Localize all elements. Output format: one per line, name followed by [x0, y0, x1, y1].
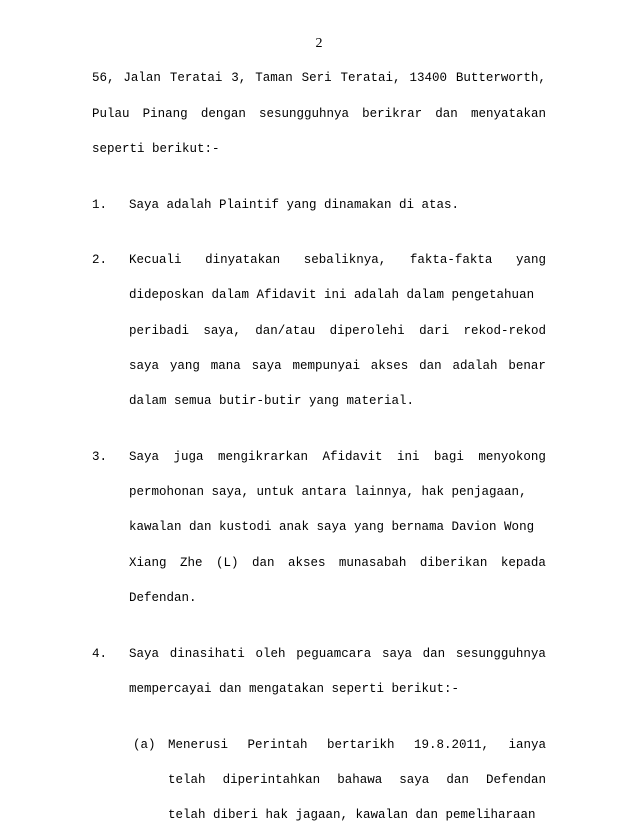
- word: munasabah: [338, 556, 407, 570]
- word: Zhe: [179, 556, 203, 570]
- word: fakta-fakta: [409, 253, 493, 267]
- para-1-number: 1.: [92, 198, 108, 212]
- word: sesungguhnya: [258, 107, 349, 121]
- word: berikrar: [362, 107, 423, 121]
- word: Kecuali: [129, 253, 182, 267]
- para-2-line-1: [129, 252, 546, 268]
- word: saya,: [203, 324, 241, 338]
- para-2-line-3: [129, 323, 546, 339]
- word: saya: [399, 773, 430, 787]
- word: Perintah: [247, 738, 308, 752]
- para-3-line-4: [129, 555, 546, 571]
- word: Menerusi: [168, 738, 229, 752]
- word: rekod-rekod: [463, 324, 546, 338]
- para-3-line-5: Defendan.: [129, 591, 197, 605]
- word: bertarikh: [326, 738, 395, 752]
- para-2-line-2: dideposkan dalam Afidavit ini adalah dalam pengetahuan: [129, 288, 535, 302]
- word: ianya: [508, 738, 546, 752]
- word: diperolehi: [329, 324, 405, 338]
- word: Xiang: [129, 556, 167, 570]
- word: diperintahkan: [222, 773, 321, 787]
- word: Afidavit: [322, 450, 383, 464]
- intro-line-3: seperti berikut:-: [92, 142, 220, 156]
- word: kepada: [500, 556, 546, 570]
- word: Butterworth,: [455, 71, 546, 85]
- para-4-line-1: [129, 646, 546, 662]
- word: yang: [515, 253, 546, 267]
- word: menyokong: [478, 450, 546, 464]
- para-3-line-1: [129, 449, 546, 465]
- word: sebaliknya,: [303, 253, 387, 267]
- word: 56,: [92, 71, 115, 85]
- word: dan: [435, 107, 458, 121]
- word: ini: [396, 450, 420, 464]
- para-2-number: 2.: [92, 253, 108, 267]
- word: saya: [251, 359, 282, 373]
- word: 13400: [409, 71, 447, 85]
- word: Taman: [255, 71, 293, 85]
- para-4-number: 4.: [92, 647, 108, 661]
- word: diberikan: [419, 556, 488, 570]
- para-4-line-2: mempercayai dan mengatakan seperti berikut:-: [129, 682, 460, 696]
- word: Pulau: [92, 107, 130, 121]
- para-1-line-1: Saya adalah Plaintif yang dinamakan di atas.: [129, 198, 460, 212]
- word: dan/atau: [255, 324, 316, 338]
- word: Jalan: [123, 71, 161, 85]
- word: peribadi: [129, 324, 190, 338]
- word: Saya: [129, 647, 160, 661]
- page-number: 2: [315, 36, 323, 51]
- word: sesungguhnya: [455, 647, 546, 661]
- word: benar: [508, 359, 546, 373]
- word: bagi: [433, 450, 464, 464]
- sub-a-line-3: telah diberi hak jagaan, kawalan dan pemeliharaan: [168, 808, 536, 822]
- word: akses: [287, 556, 326, 570]
- intro-line-2: [92, 106, 546, 122]
- word: Pinang: [142, 107, 188, 121]
- word: oleh: [255, 647, 286, 661]
- word: saya: [129, 359, 160, 373]
- para-3-line-3: kawalan dan kustodi anak saya yang bernama Davion Wong: [129, 520, 535, 534]
- word: mana: [210, 359, 241, 373]
- word: adalah: [452, 359, 498, 373]
- sub-a-label: (a): [133, 738, 156, 752]
- word: dari: [419, 324, 450, 338]
- word: menyatakan: [470, 107, 546, 121]
- word: dinyatakan: [205, 253, 281, 267]
- word: saya: [381, 647, 412, 661]
- word: bahawa: [337, 773, 383, 787]
- word: akses: [370, 359, 409, 373]
- word: (L): [215, 556, 239, 570]
- word: Seri: [301, 71, 332, 85]
- word: telah: [168, 773, 206, 787]
- word: dan: [422, 647, 446, 661]
- word: dan: [251, 556, 275, 570]
- word: yang: [169, 359, 200, 373]
- word: dengan: [200, 107, 246, 121]
- word: Defendan: [485, 773, 546, 787]
- sub-a-line-1: [168, 737, 546, 753]
- word: peguamcara: [296, 647, 372, 661]
- para-3-line-2: permohonan saya, untuk antara lainnya, hak penjagaan,: [129, 485, 527, 499]
- word: Teratai,: [340, 71, 401, 85]
- word: dan: [446, 773, 469, 787]
- word: dinasihati: [169, 647, 245, 661]
- word: mempunyai: [292, 359, 360, 373]
- para-2-line-4: [129, 358, 546, 374]
- word: mengikrarkan: [217, 450, 308, 464]
- sub-a-line-2: [168, 772, 546, 788]
- para-2-line-5: dalam semua butir-butir yang material.: [129, 394, 415, 408]
- word: 19.8.2011,: [413, 738, 489, 752]
- para-3-number: 3.: [92, 450, 108, 464]
- word: Teratai: [169, 71, 223, 85]
- word: dan: [419, 359, 442, 373]
- word: Saya: [129, 450, 160, 464]
- intro-line-1: [92, 70, 546, 86]
- word: 3,: [231, 71, 247, 85]
- word: juga: [173, 450, 204, 464]
